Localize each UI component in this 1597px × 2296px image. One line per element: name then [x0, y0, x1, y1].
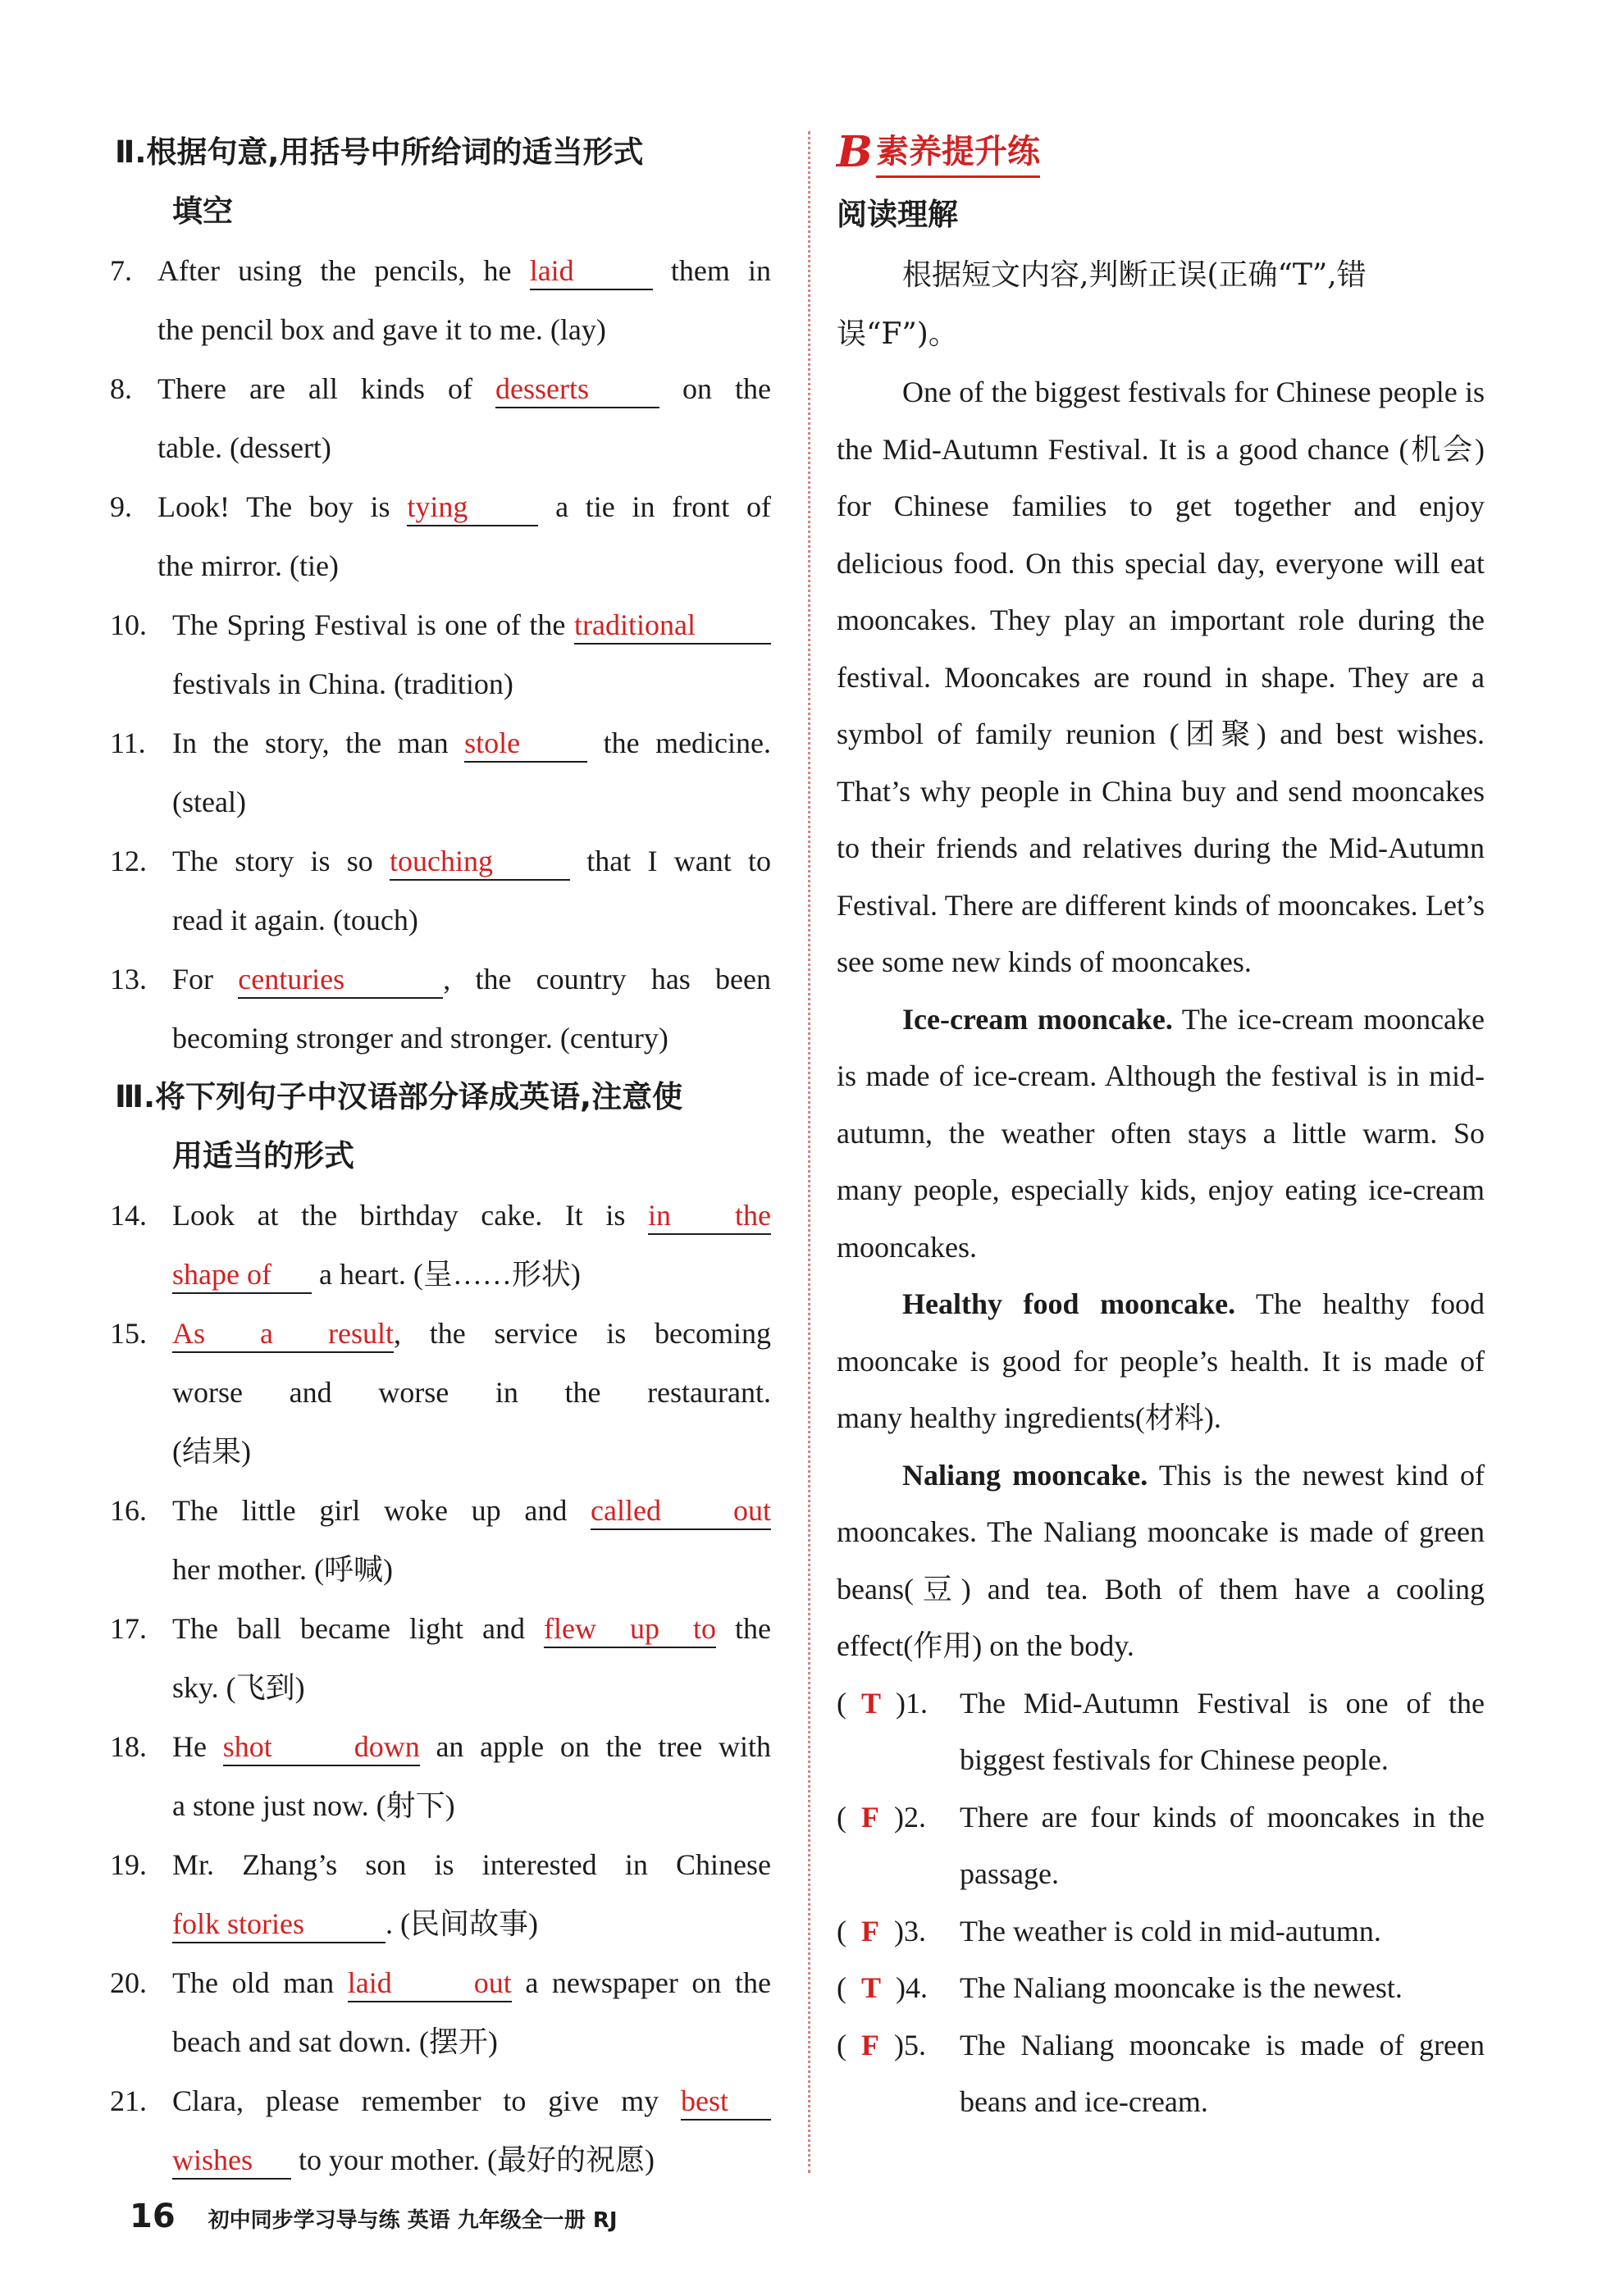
answer-blank[interactable]: desserts — [495, 371, 659, 408]
page-footer — [130, 2198, 618, 2235]
answer-blank[interactable]: centuries — [238, 961, 443, 999]
answer-blank[interactable]: called out — [591, 1492, 771, 1530]
page-number: 16 — [130, 2198, 176, 2235]
answer-blank[interactable]: best — [681, 2083, 771, 2121]
passage-naliang: Naliang mooncake. This is the newest kind of mooncakes. The Naliang mooncake is made of green beans(豆) and tea. Both of them have a cooling effect(作用) on the body. — [837, 1458, 1485, 1662]
question-14: 14. Look at the birthday cake. It is in the — [115, 1186, 771, 1245]
answer-blank[interactable]: shape of — [172, 1256, 312, 1294]
question-11: 11. In the story, the man stole the medicine. — [115, 713, 771, 772]
tf-answer[interactable]: F — [861, 2028, 879, 2061]
answer-blank[interactable]: shot down — [223, 1729, 420, 1766]
question-19: 19. Mr. Zhang’s son is interested in Chinese — [110, 1848, 771, 1881]
question-9: 9. Look! The boy is tying a tie in front of — [115, 477, 771, 536]
tf-item-5: ( F )5. The Naliang mooncake is made of green beans and ice-cream. — [837, 2028, 1485, 2118]
answer-blank[interactable]: folk stories — [172, 1906, 386, 1943]
section-b-header — [837, 123, 1485, 180]
question-21: 21. Clara, please remember to give my best — [115, 2071, 771, 2130]
tf-answer[interactable]: F — [861, 1914, 879, 1947]
answer-blank[interactable]: in the — [648, 1197, 771, 1235]
passage-healthy: Healthy food mooncake. The healthy food mooncake is good for people’s health. It is made of many healthy ingredients(材料). — [837, 1287, 1485, 1434]
tf-item-4: ( T )4. The Naliang mooncake is the newest. — [837, 1971, 1403, 2004]
right-column — [837, 123, 1485, 2131]
question-13: 13. For centuries , the country has been — [115, 950, 771, 1009]
answer-blank[interactable]: laid — [530, 253, 653, 290]
answer-blank[interactable]: laid out — [348, 1965, 512, 2002]
section-2-title: Ⅱ.根据句意,用括号中所给词的适当形式 填空 — [115, 134, 644, 229]
left-column: Ⅱ.根据句意,用括号中所给词的适当形式 填空 7. After using the pencils, he laid them in the pencil box and gave it to me. (lay) 8. There are all kinds of desserts on the table. (dessert) 9. Look! The boy is tying a tie in front of the mirror. (tie) 10. The Spring Festival is one of the traditional festivals in China. (tradition) 11. In the story, the man stole the medicine. (steal) 12. The story is so touching that I want to read it again. (touch) 13. For centuries , the country has been becoming stronger and stronger. (century) Ⅲ.将下列句子中汉语部分译成英语,注意使 用适当的形式 14. Look at the birthday cake. It is in the shape of a heart. (呈……形状) 15. As a result, the service is becoming worse and worse in the restaurant. (结果) 16. The little girl woke up and called out her mother. (呼喊) 17. The ball became light and flew up to the sky. (飞到) 18. He shot down an apple on the tree with a stone just now. (射下) 19. Mr. Zhang’s son is interested in Chinese folk stories . (民间故事) 20. The old man laid out a newspaper on the beach and sat down. (摆开) 21. Clara, please remember to give my best wishes to your mother. (最好的祝愿) — [115, 123, 771, 2189]
tf-answer[interactable]: T — [861, 1971, 882, 2004]
question-18: 18. He shot down an apple on the tree with — [115, 1717, 771, 1776]
question-20: 20. The old man laid out a newspaper on the — [115, 1953, 771, 2012]
question-12: 12. The story is so touching that I want to — [115, 831, 771, 891]
b-logo-icon: B — [837, 126, 873, 177]
section-3-title: Ⅲ.将下列句子中汉语部分译成英语,注意使 用适当的形式 — [115, 1079, 683, 1173]
question-16: 16. The little girl woke up and called out — [115, 1481, 771, 1540]
answer-blank[interactable]: traditional — [574, 607, 771, 645]
tf-item-3: ( F )3. The weather is cold in mid-autumn. — [837, 1914, 1381, 1947]
tf-answer[interactable]: T — [861, 1686, 882, 1720]
reading-heading: 阅读理解 — [837, 197, 958, 232]
answer-blank[interactable]: wishes — [172, 2142, 291, 2180]
answer-blank[interactable]: tying — [407, 489, 538, 526]
question-8: 8. There are all kinds of desserts on the — [115, 359, 771, 418]
answer-blank[interactable]: stole — [464, 725, 587, 763]
answer-blank[interactable]: flew up to — [544, 1610, 716, 1648]
tf-item-1: ( T )1. The Mid-Autumn Festival is one of the biggest festivals for Chinese people. — [837, 1686, 1485, 1776]
question-7: 7. After using the pencils, he laid them in — [115, 241, 771, 300]
question-17: 17. The ball became light and flew up to the — [115, 1599, 771, 1658]
tf-item-2: ( F )2. There are four kinds of mooncakes in the passage. — [837, 1800, 1485, 1890]
section-b-title: 素养提升练 — [876, 125, 1040, 178]
question-15: 15. As a result, the service is becoming — [115, 1304, 771, 1363]
question-10: 10. The Spring Festival is one of the traditional — [115, 595, 771, 654]
answer-blank[interactable]: touching — [390, 843, 570, 881]
instruction: 根据短文内容,判断正误(正确“T”,错误“F”)。 — [837, 258, 1367, 351]
passage-ice-cream: Ice-cream mooncake. The ice-cream mooncake is made of ice-cream. Although the festival is in mid-autumn, the weather often stays a little warm. So many people, especially kids, enjoy eating ice-cream mooncakes. — [837, 1002, 1485, 1264]
tf-answer[interactable]: F — [861, 1800, 879, 1834]
answer-blank[interactable]: As a result — [172, 1315, 394, 1353]
book-title: 初中同步学习导与练 英语 九年级全一册 RJ — [208, 2208, 618, 2233]
column-divider — [808, 131, 810, 2173]
passage-intro: One of the biggest festivals for Chinese people is the Mid-Autumn Festival. It is a good chance (机会) for Chinese families to get together and enjoy delicious food. On this special day, everyone will eat mooncakes. They play an important role during the festival. Mooncakes are round in shape. They are a symbol of family reunion (团聚) and best wishes. That’s why people in China buy and send mooncakes to their friends and relatives during the Mid-Autumn Festival. There are different kinds of mooncakes. Let’s see some new kinds of mooncakes. — [837, 376, 1485, 978]
